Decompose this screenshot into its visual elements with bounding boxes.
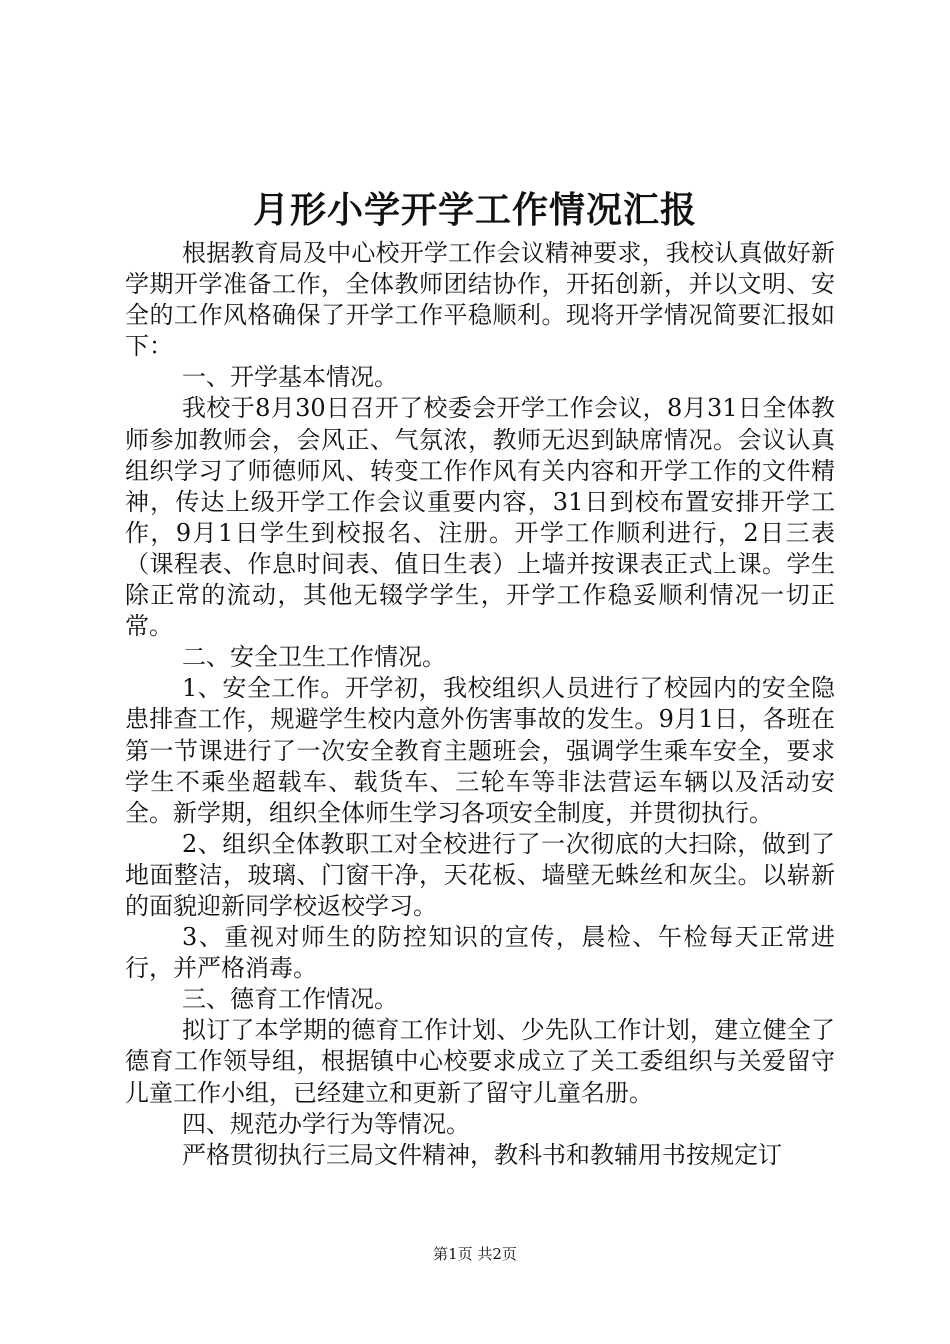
paragraph-basic-situation: 我校于8月30日召开了校委会开学工作会议，8月31日全体教师参加教师会，会风正、气氛浓，教师无迟到缺席情况。会议认真组织学习了师德师风、转变工作作风有关内容和开学工作的文件精神，传达上级开学工作会议重要内容，31日到校布置安排开学工作，9月1日学生到校报名、注册。开学工作顺利进行，2日三表（课程表、作息时间表、值日生表）上墙并按课表正式上课。学生除正常的流动，其他无辍学学生，开学工作稳妥顺利情况一切正常。 (125, 394, 835, 641)
paragraph-cleaning: 2、组织全体教职工对全校进行了一次彻底的大扫除，做到了地面整洁，玻璃、门窗干净，天花板、墙壁无蛛丝和灰尘。以崭新的面貌迎新同学校返校学习。 (125, 829, 835, 920)
section-heading-1: 一、开学基本情况。 (182, 363, 398, 392)
paragraph-standardized-schooling: 严格贯彻执行三局文件精神，教科书和教辅用书按规定订 (182, 1140, 782, 1169)
paragraph-safety-work: 1、安全工作。开学初，我校组织人员进行了校园内的安全隐患排查工作，规避学生校内意外伤害事故的发生。9月1日，各班在第一节课进行了一次安全教育主题班会，强调学生乘车安全，要求学生不乘坐超载车、载货车、三轮车等非法营运车辆以及活动安全。新学期，组织全体师生学习各项安全制度，并贯彻执行。 (125, 674, 835, 827)
document-title: 月形小学开学工作情况汇报 (252, 189, 697, 231)
page-footer: 第1页 共2页 (433, 1245, 517, 1263)
paragraph-intro: 根据教育局及中心校开学工作会议精神要求，我校认真做好新学期开学准备工作，全体教师团结协作，开拓创新，并以文明、安全的工作风格确保了开学工作平稳顺利。现将开学情况简要汇报如下： (125, 239, 835, 361)
document-body (125, 238, 835, 1171)
paragraph-prevention: 3、重视对师生的防控知识的宣传，晨检、午检每天正常进行，并严格消毒。 (125, 923, 835, 983)
paragraph-moral-education: 拟订了本学期的德育工作计划、少先队工作计划，建立健全了德育工作领导组，根据镇中心校要求成立了关工委组织与关爱留守儿童工作小组，已经建立和更新了留守儿童名册。 (125, 1016, 835, 1107)
section-heading-2: 二、安全卫生工作情况。 (182, 643, 446, 672)
section-heading-3: 三、德育工作情况。 (182, 985, 398, 1014)
section-heading-4: 四、规范办学行为等情况。 (182, 1109, 470, 1138)
